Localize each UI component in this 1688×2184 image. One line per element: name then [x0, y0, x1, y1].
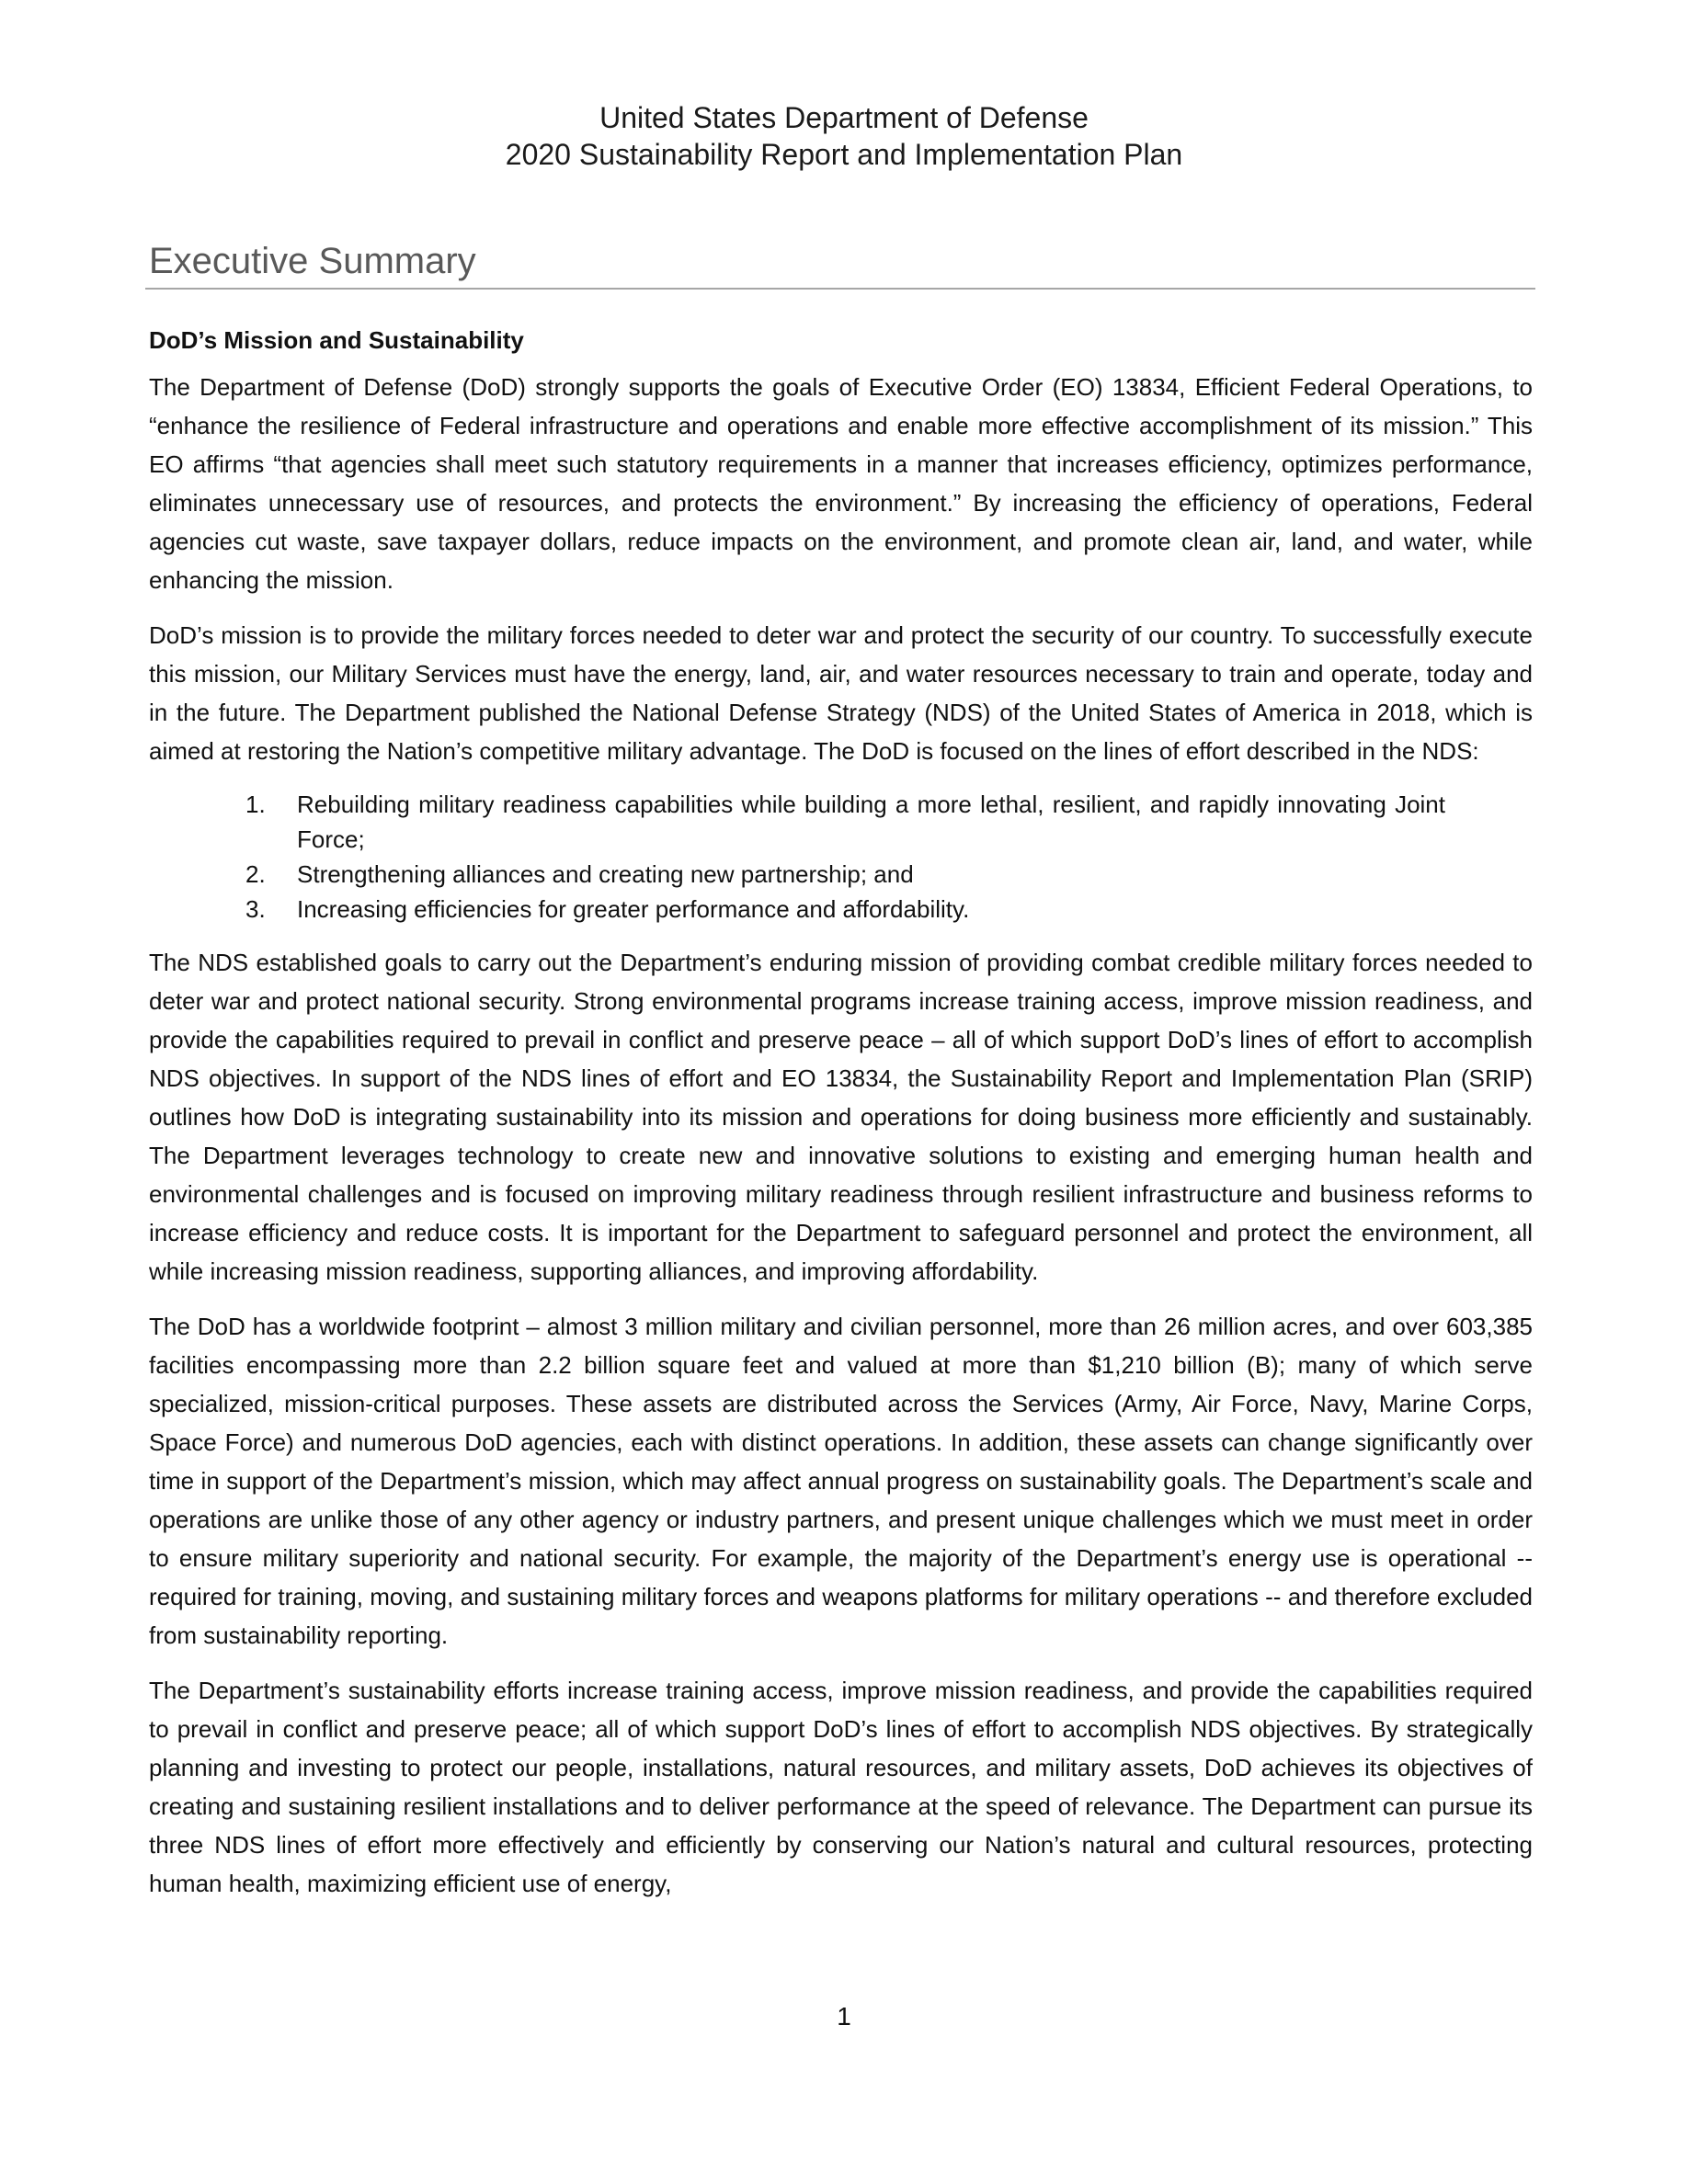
list-item	[149, 857, 1533, 892]
body-paragraph: The Department of Defense (DoD) strongly supports the goals of Executive Order (EO) 13834, Efficient Federal Operations, to “enhance the resilience of Federal infrastructure and operations and enable more effective accomplishment of its mission.” This EO affirms “that agencies shall meet such statutory requirements in a manner that increases efficiency, optimizes performance, eliminates unnecessary use of resources, and protects the environment.” By increasing the efficiency of operations, Federal agencies cut waste, save taxpayer dollars, reduce impacts on the environment, and promote clean air, land, and water, while enhancing the mission.	[149, 373, 1533, 594]
page-number: 1	[837, 2002, 851, 2030]
subheading: DoD’s Mission and Sustainability	[149, 326, 524, 354]
list-item-number: 1.	[245, 791, 266, 818]
section-title: Executive Summary	[149, 241, 476, 281]
body-paragraph: DoD’s mission is to provide the military forces needed to deter war and protect the security of our country. To successfully execute this mission, our Military Services must have the energy, land, air, and water resources necessary to train and operate, today and in the future. The Department published the National Defense Strategy (NDS) of the United States of America in 2018, which is aimed at restoring the Nation’s competitive military advantage. The DoD is focused on the lines of effort described in the NDS:	[149, 621, 1533, 765]
list-item	[149, 787, 1533, 857]
list-item-text: Increasing efficiencies for greater performance and affordability.	[297, 895, 970, 923]
list-item-text: Rebuilding military readiness capabilities while building a more lethal, resilient, and rapidly innovating Joint Force;	[297, 791, 1445, 853]
nds-lines-of-effort-list	[149, 787, 1533, 927]
list-item-text: Strengthening alliances and creating new partnership; and	[297, 860, 914, 888]
header-report-title: 2020 Sustainability Report and Implementation Plan	[505, 138, 1183, 171]
list-item	[149, 892, 1533, 927]
document-header	[0, 99, 1688, 173]
header-organization: United States Department of Defense	[599, 101, 1089, 134]
body-paragraph: The DoD has a worldwide footprint – almost 3 million military and civilian personnel, more than 26 million acres, and over 603,385 facilities encompassing more than 2.2 billion square feet and valued at more than $1,210 billion (B); many of which serve specialized, mission-critical purposes. These assets are distributed across the Services (Army, Air Force, Navy, Marine Corps, Space Force) and numerous DoD agencies, each with distinct operations. In addition, these assets can change significantly over time in support of the Department’s mission, which may affect annual progress on sustainability goals. The Department’s scale and operations are unlike those of any other agency or industry partners, and present unique challenges which we must meet in order to ensure military superiority and national security. For example, the majority of the Department’s energy use is operational -- required for training, moving, and sustaining military forces and weapons platforms for military operations -- and therefore excluded from sustainability reporting.	[149, 1313, 1533, 1649]
document-body	[149, 322, 1533, 1919]
body-paragraph: The NDS established goals to carry out the Department’s enduring mission of providing combat credible military forces needed to deter war and protect national security. Strong environmental programs increase training access, improve mission readiness, and provide the capabilities required to prevail in conflict and preserve peace – all of which support DoD’s lines of effort to accomplish NDS objectives. In support of the NDS lines of effort and EO 13834, the Sustainability Report and Implementation Plan (SRIP) outlines how DoD is integrating sustainability into its mission and operations for doing business more efficiently and sustainably. The Department leverages technology to create new and innovative solutions to existing and emerging human health and environmental challenges and is focused on improving military readiness through resilient infrastructure and business reforms to increase efficiency and reduce costs. It is important for the Department to safeguard personnel and protect the environment, all while increasing mission readiness, supporting alliances, and improving affordability.	[149, 949, 1533, 1285]
list-item-number: 2.	[245, 860, 266, 888]
section-divider	[145, 288, 1535, 290]
list-item-number: 3.	[245, 895, 266, 923]
body-paragraph: The Department’s sustainability efforts increase training access, improve mission readiness, and provide the capabilities required to prevail in conflict and preserve peace; all of which support DoD’s lines of effort to accomplish NDS objectives. By strategically planning and investing to protect our people, installations, natural resources, and military assets, DoD achieves its objectives of creating and sustaining resilient installations and to deliver performance at the speed of relevance. The Department can pursue its three NDS lines of effort more effectively and efficiently by conserving our Nation’s natural and cultural resources, protecting human health, maximizing efficient use of energy,	[149, 1677, 1533, 1897]
